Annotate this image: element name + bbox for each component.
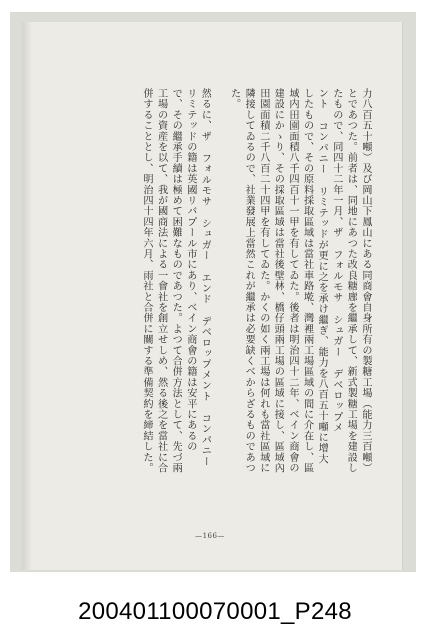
text-column: とであつた。前者は、同地にあつた改良糖廍を繼承して、新式製糖工場を建設し xyxy=(345,88,357,474)
page-gutter xyxy=(22,22,32,570)
text-column: 域内田園面積八千四百十一甲を有してゐた。後者は明治四十二年、ベイン商會の xyxy=(287,88,298,474)
vertical-text-block xyxy=(141,88,372,520)
text-column: 建設にかゝり、その採取區域は當社後壁林、橋仔頭兩工場の區域に接し、區域內 xyxy=(272,88,284,474)
text-column: したもので、その原料採取區域は當社車路墘、灣裡兩工場區域の間に介在し、區 xyxy=(301,88,313,474)
text-column: 力八百五十噸）及び岡山下鳳山にある同商會自身所有の製糖工場（能力三百噸） xyxy=(360,88,371,474)
image-caption: 200401100070001_P248 xyxy=(78,598,352,625)
text-column: 田園面積二千八百二十四甲を有してゐた。かくの如く兩工場は何れも當社區域に xyxy=(257,88,269,474)
text-column: 然るに、ザ フォルモサ シュガー エンド デベロップメント コンパニー xyxy=(199,88,211,467)
page-number: —166— xyxy=(195,532,225,540)
text-column: たもので、同四十二年一月、ザ フォルモサ シュガー デベロップメ xyxy=(330,88,342,433)
text-column: た。 xyxy=(228,88,240,110)
text-column: 工場の資産を以て、我が國商法による一會社を創立せしめ、然る後之を當社に合 xyxy=(155,88,167,474)
text-column: リミテッドの籍は英國リバプール市にあり、ベイン商會の籍は安平にあるの xyxy=(184,88,196,452)
text-column: ント コンパニー リミテッドが更に之を承け繼ぎ、能力を八百五十噸に增大 xyxy=(316,88,328,465)
paragraph-break xyxy=(212,88,226,520)
text-column: で、その繼承手續は極めて困難なものであつた。よつて合併方法として、先づ兩 xyxy=(170,88,182,474)
text-column: 隣接してゐるので、社業發展上當然これが繼承は必要缺くべからざるものであつ xyxy=(243,88,255,474)
text-column: 併することとし、明治四十四年六月、雨社と合併に關する準備契約を締結した。 xyxy=(141,88,152,474)
